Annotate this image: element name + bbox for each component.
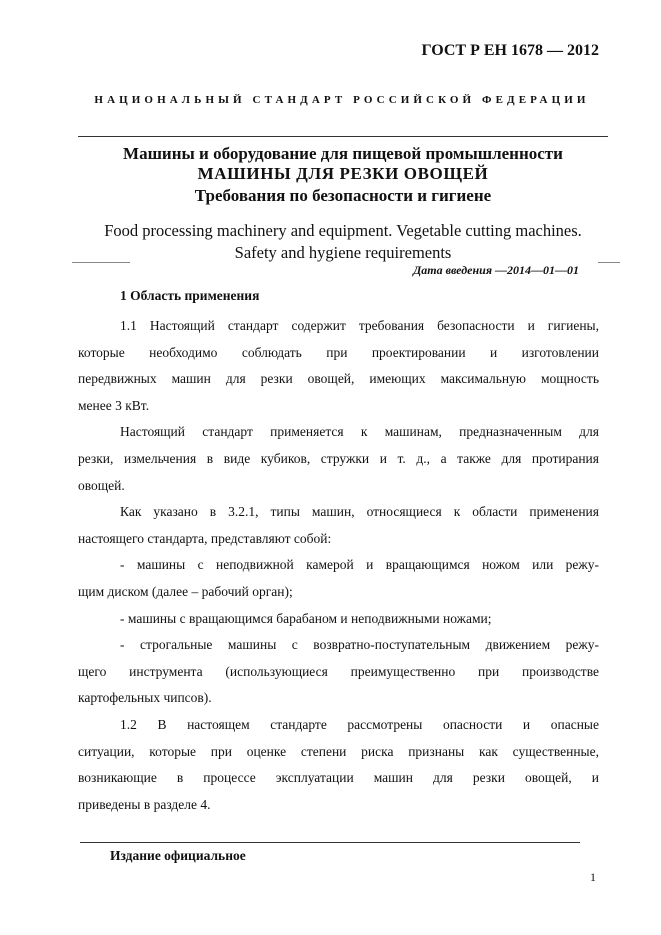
body-line: передвижных машин для резки овощей, имеющих максимальную мощность — [78, 371, 599, 387]
body-line: приведены в разделе 4. — [78, 796, 211, 812]
body-line: возникающие в процессе эксплуатации машин для резки овощей, и — [78, 770, 599, 786]
body-line: щим диском (далее – рабочий орган); — [78, 583, 293, 599]
body-line: - машины с вращающимся барабаном и неподвижными ножами; — [120, 610, 492, 626]
edition-label: Издание официальное — [110, 848, 246, 863]
body-line: 1.1 Настоящий стандарт содержит требования безопасности и гигиены, — [120, 318, 599, 333]
national-standard-banner: НАЦИОНАЛЬНЫЙ СТАНДАРТ РОССИЙСКОЙ ФЕДЕРАЦИИ — [94, 94, 590, 106]
standard-id: ГОСТ Р ЕН 1678 — 2012 — [421, 42, 599, 59]
body-line: овощей. — [78, 477, 125, 493]
title-line-3: Требования по безопасности и гигиене — [194, 186, 492, 205]
body-line: 1.2 В настоящем стандарте рассмотрены опасности и опасные — [120, 716, 599, 732]
section-heading: 1 Область применения — [120, 288, 260, 303]
body-line: менее 3 кВт. — [78, 397, 150, 413]
body-line: Как указано в 3.2.1, типы машин, относящиеся к области применения — [120, 504, 599, 520]
faint-divider-left — [72, 262, 130, 263]
body-line: ситуации, которые при оценке степени риска признаны как существенные, — [78, 743, 599, 759]
body-line: щего инструмента (использующиеся преимущественно при производстве — [78, 663, 599, 679]
title-line-1: Машины и оборудование для пищевой промышленности — [123, 144, 563, 163]
body-line: - строгальные машины с возвратно-поступательным движением режу- — [120, 637, 599, 653]
body-line: резки, измельчения в виде кубиков, стружки и т. д., а также для протирания — [78, 450, 599, 466]
body-line: которые необходимо соблюдать при проектировании и изготовлении — [78, 344, 599, 360]
title-line-2: МАШИНЫ ДЛЯ РЕЗКИ ОВОЩЕЙ — [197, 164, 489, 183]
english-title-line-2: Safety and hygiene requirements — [234, 243, 452, 262]
page-number: 1 — [590, 870, 596, 884]
body-line: настоящего стандарта, представляют собой: — [78, 530, 332, 546]
body-line: - машины с неподвижной камерой и вращающимся ножом или режу- — [120, 557, 599, 573]
body-line: картофельных чипсов). — [78, 690, 212, 706]
top-divider — [78, 136, 608, 137]
section-body — [78, 313, 599, 818]
faint-divider-right — [598, 262, 620, 263]
introduction-date: Дата введения —2014—01—01 — [413, 263, 579, 277]
footer-divider — [80, 842, 580, 843]
english-title-line-1: Food processing machinery and equipment. Vegetable cutting machines. — [104, 221, 582, 240]
body-line: Настоящий стандарт применяется к машинам, предназначенным для — [120, 424, 599, 440]
